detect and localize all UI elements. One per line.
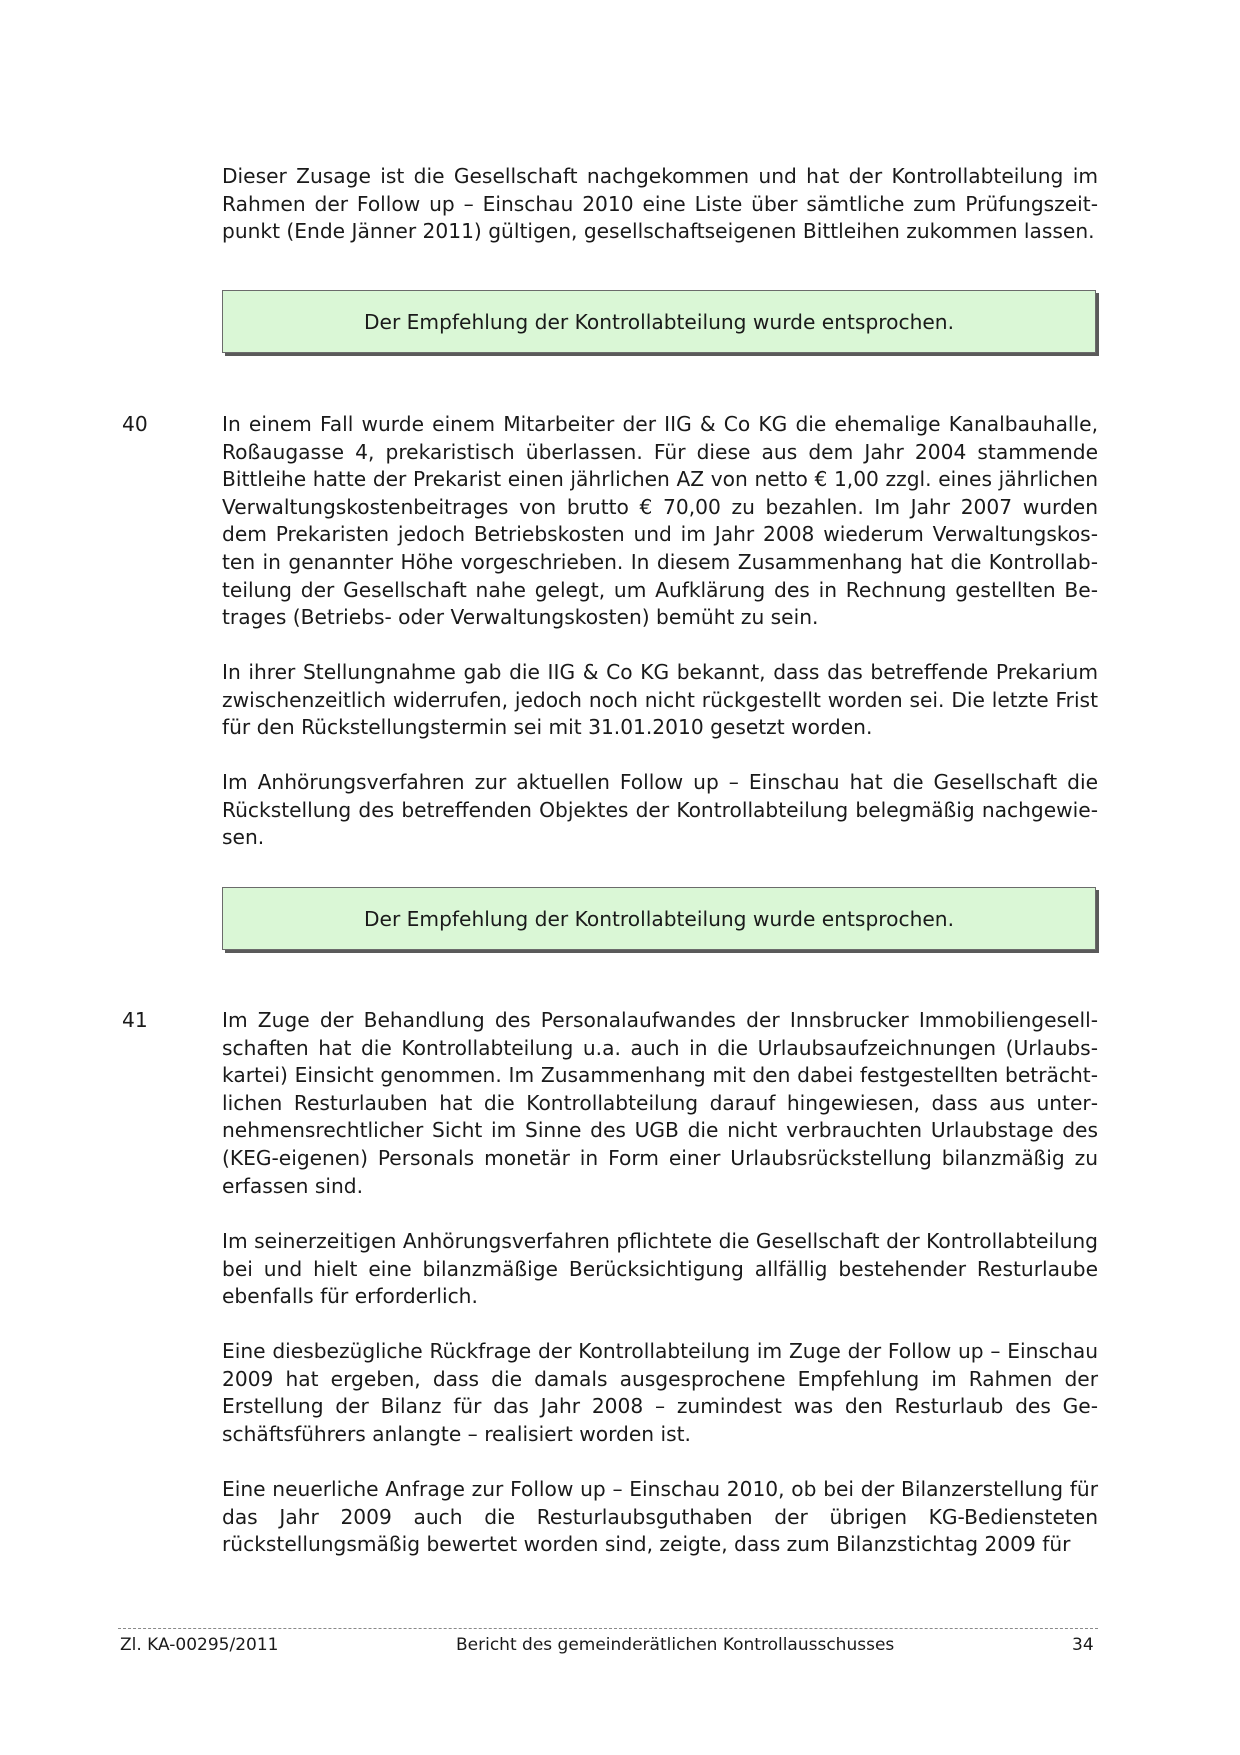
section-40-paragraph-1: In einem Fall wurde einem Mitarbeiter der IIG & Co KG die ehemalige Kanalbauhalle, Roßaugasse 4, prekaristisch überlassen. Für diese aus dem Jahr 2004 stammende Bittleihe hatte der Prekarist einen jährlichen AZ von netto € 1,00 zzgl. eines jährlichen Verwaltungskostenbeitrages von brutto € 70,00 zu bezahlen. Im Jahr 2007 wurden dem Prekaristen jedoch Betriebskosten und im Jahr 2008 wiederum Verwaltungskosten in genannter Höhe vorgeschrieben. In diesem Zusammenhang hat die Kontrollabteilung der Gesellschaft nahe gelegt, um Aufklärung des in Rechnung gestellten Betrages (Betriebs- oder Verwaltungskosten) bemüht zu sein.	[222, 412, 1098, 630]
footer-page-number: 34	[1072, 1635, 1094, 1655]
section-41-paragraph-4: Eine neuerliche Anfrage zur Follow up – Einschau 2010, ob bei der Bilanzerstellung für das Jahr 2009 auch die Resturlaubsguthaben der übrigen KG-Bediensteten rückstellungsmäßig bewertet worden sind, zeigte, dass zum Bilanzstichtag 2009 für	[222, 1477, 1098, 1557]
recommendation-text-1: Der Empfehlung der Kontrollabteilung wurde entsprochen.	[364, 309, 954, 334]
intro-paragraph: Dieser Zusage ist die Gesellschaft nachgekommen und hat der Kontrollabteilung im Rahmen der Follow up – Einschau 2010 eine Liste über sämtliche zum Prüfungszeitpunkt (Ende Jänner 2011) gültigen, gesellschaftseigenen Bittleihen zukommen lassen.	[222, 164, 1098, 244]
section-number-41: 41	[122, 1008, 148, 1032]
section-40-paragraph-2: In ihrer Stellungnahme gab die IIG & Co KG bekannt, dass das betreffende Prekarium zwischenzeitlich widerrufen, jedoch noch nicht rückgestellt worden sei. Die letzte Frist für den Rückstellungstermin sei mit 31.01.2010 gesetzt worden.	[222, 660, 1098, 740]
section-40-paragraph-3: Im Anhörungsverfahren zur aktuellen Follow up – Einschau hat die Gesellschaft die Rückstellung des betreffenden Objektes der Kontrollabteilung belegmäßig nachgewiesen.	[222, 770, 1098, 850]
footer-divider	[118, 1628, 1098, 1629]
recommendation-box-2	[222, 887, 1096, 950]
section-41-paragraph-1: Im Zuge der Behandlung des Personalaufwandes der Innsbrucker Immobiliengesellschaften hat die Kontrollabteilung u.a. auch in die Urlaubsaufzeichnungen (Urlaubskartei) Einsicht genommen. Im Zusammenhang mit den dabei festgestellten beträchtlichen Resturlauben hat die Kontrollabteilung darauf hingewiesen, dass aus unternehmensrechtlicher Sicht im Sinne des UGB die nicht verbrauchten Urlaubstage des (KEG-eigenen) Personals monetär in Form einer Urlaubsrückstellung bilanzmäßig zu erfassen sind.	[222, 1008, 1098, 1198]
recommendation-text-2: Der Empfehlung der Kontrollabteilung wurde entsprochen.	[364, 906, 954, 931]
section-number-40: 40	[122, 412, 148, 436]
recommendation-box-1	[222, 290, 1096, 353]
footer-reference: Zl. KA-00295/2011	[120, 1635, 279, 1655]
section-41-paragraph-2: Im seinerzeitigen Anhörungsverfahren pflichtete die Gesellschaft der Kontrollabteilung bei und hielt eine bilanzmäßige Berücksichtigung allfällig bestehender Resturlaube ebenfalls für erforderlich.	[222, 1229, 1098, 1309]
footer-title: Bericht des gemeinderätlichen Kontrollausschusses	[456, 1635, 895, 1655]
section-41-paragraph-3: Eine diesbezügliche Rückfrage der Kontrollabteilung im Zuge der Follow up – Einschau 2009 hat ergeben, dass die damals ausgesprochene Empfehlung im Rahmen der Erstellung der Bilanz für das Jahr 2008 – zumindest was den Resturlaub des Geschäftsführers anlangte – realisiert worden ist.	[222, 1339, 1098, 1446]
